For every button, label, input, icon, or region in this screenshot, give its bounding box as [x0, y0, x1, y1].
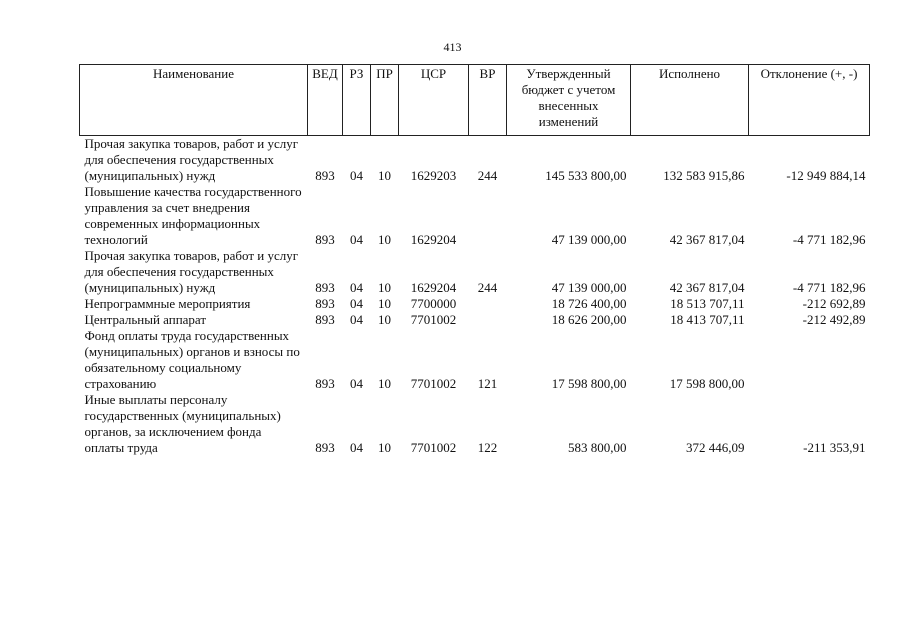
row-name: Прочая закупка товаров, работ и услуг для обеспечения государственных (муниципальных) нужд — [84, 248, 299, 295]
header-approved: Утвержденный бюджет с учетом внесенных изменений — [507, 65, 631, 136]
header-csr: ЦСР — [399, 65, 469, 136]
row-rz: 04 — [350, 232, 363, 247]
page-number: 413 — [443, 40, 462, 54]
row-pr: 10 — [378, 376, 391, 391]
header-name: Наименование — [80, 65, 308, 136]
row-ved: 893 — [315, 296, 335, 311]
row-name: Центральный аппарат — [84, 312, 207, 327]
table-row — [80, 392, 870, 456]
row-approved: 17 598 800,00 — [551, 376, 627, 391]
row-deviation: -12 949 884,14 — [786, 168, 866, 183]
row-deviation — [749, 328, 870, 392]
table-header-row — [80, 65, 870, 136]
row-approved: 145 533 800,00 — [545, 168, 627, 183]
row-ved: 893 — [315, 440, 335, 455]
header-vr: ВР — [469, 65, 507, 136]
budget-execution-table — [79, 64, 870, 456]
row-csr: 7700000 — [410, 296, 457, 311]
header-pr: ПР — [371, 65, 399, 136]
row-vr — [469, 296, 507, 312]
row-vr — [469, 184, 507, 248]
row-approved: 18 626 200,00 — [551, 312, 627, 327]
row-rz: 04 — [350, 376, 363, 391]
row-approved: 583 800,00 — [568, 440, 627, 455]
row-csr: 7701002 — [410, 440, 457, 455]
header-ved: ВЕД — [308, 65, 343, 136]
row-executed: 132 583 915,86 — [663, 168, 745, 183]
row-name: Непрограммные мероприятия — [84, 296, 251, 311]
table-row — [80, 328, 870, 392]
row-pr: 10 — [378, 232, 391, 247]
row-vr: 121 — [477, 376, 498, 391]
row-executed: 18 413 707,11 — [670, 312, 745, 327]
row-deviation: -212 692,89 — [802, 296, 866, 311]
row-rz: 04 — [350, 312, 363, 327]
table-row — [80, 312, 870, 328]
row-deviation: -4 771 182,96 — [792, 232, 866, 247]
row-vr: 244 — [477, 280, 498, 295]
table-row — [80, 296, 870, 312]
row-approved: 47 139 000,00 — [551, 280, 627, 295]
row-deviation: -4 771 182,96 — [792, 280, 866, 295]
row-ved: 893 — [315, 232, 335, 247]
row-csr: 1629204 — [410, 232, 457, 247]
row-rz: 04 — [350, 296, 363, 311]
row-pr: 10 — [378, 168, 391, 183]
header-deviation: Отклонение (+, -) — [749, 65, 870, 136]
row-name: Фонд оплаты труда государственных (муниципальных) органов и взносы по обязательному социальному страхованию — [84, 328, 300, 391]
table-row — [80, 184, 870, 248]
row-ved: 893 — [315, 168, 335, 183]
row-vr — [469, 312, 507, 328]
row-csr: 7701002 — [410, 376, 457, 391]
table-row — [80, 248, 870, 296]
row-csr: 1629203 — [410, 168, 457, 183]
header-rz: РЗ — [343, 65, 371, 136]
row-name: Иные выплаты персоналу государственных (муниципальных) органов, за исключением фонда оплаты труда — [84, 392, 281, 455]
row-rz: 04 — [350, 168, 363, 183]
header-executed: Исполнено — [631, 65, 749, 136]
row-executed: 42 367 817,04 — [669, 232, 745, 247]
row-pr: 10 — [378, 296, 391, 311]
row-ved: 893 — [315, 376, 335, 391]
row-ved: 893 — [315, 312, 335, 327]
row-ved: 893 — [315, 280, 335, 295]
row-vr: 122 — [477, 440, 498, 455]
row-pr: 10 — [378, 312, 391, 327]
row-csr: 1629204 — [410, 280, 457, 295]
table-row — [80, 136, 870, 185]
row-name: Повышение качества государственного управления за счет внедрения современных информационных технологий — [84, 184, 302, 247]
row-executed: 18 513 707,11 — [670, 296, 745, 311]
row-approved: 47 139 000,00 — [551, 232, 627, 247]
row-name: Прочая закупка товаров, работ и услуг для обеспечения государственных (муниципальных) нужд — [84, 136, 299, 183]
row-deviation: -211 353,91 — [803, 440, 866, 455]
row-approved: 18 726 400,00 — [551, 296, 627, 311]
row-pr: 10 — [378, 280, 391, 295]
row-executed: 17 598 800,00 — [669, 376, 745, 391]
row-pr: 10 — [378, 440, 391, 455]
row-csr: 7701002 — [410, 312, 457, 327]
row-vr: 244 — [477, 168, 498, 183]
row-executed: 42 367 817,04 — [669, 280, 745, 295]
row-deviation: -212 492,89 — [802, 312, 866, 327]
row-rz: 04 — [350, 280, 363, 295]
row-executed: 372 446,09 — [686, 440, 745, 455]
row-rz: 04 — [350, 440, 363, 455]
